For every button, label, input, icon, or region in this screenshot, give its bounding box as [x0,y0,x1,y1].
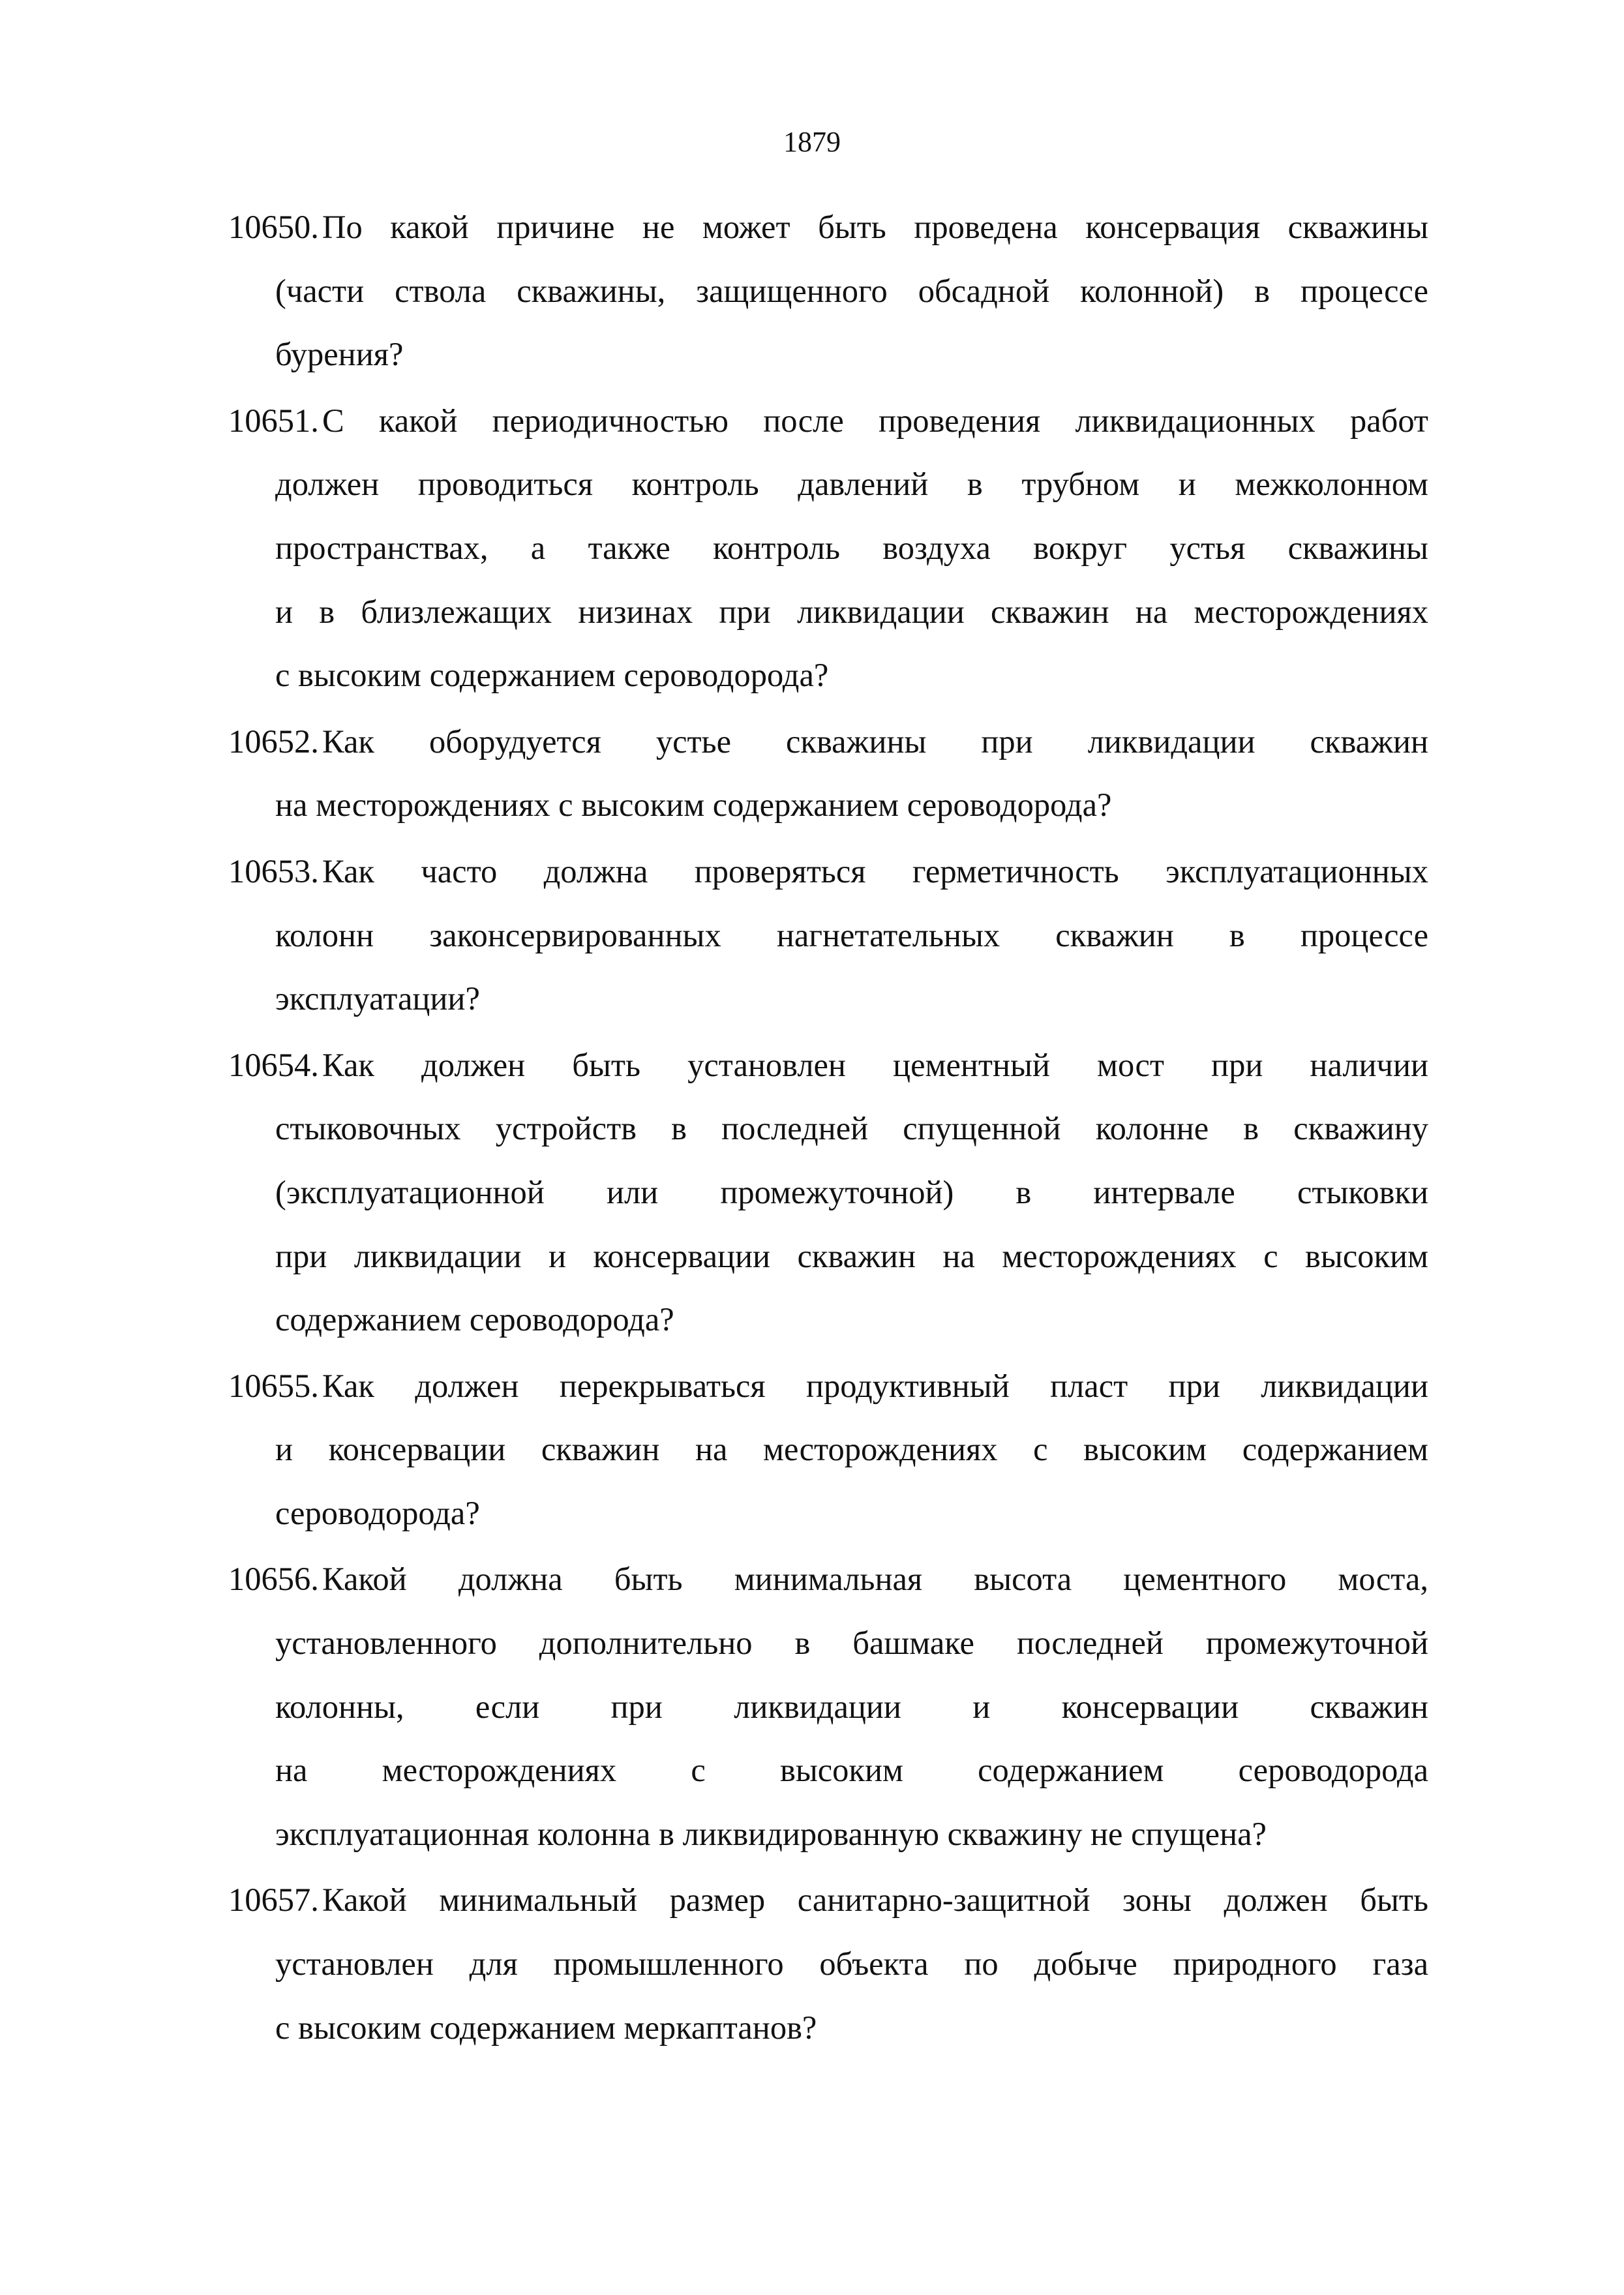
question-number: 10653. [228,852,319,890]
question-text-line: С какой периодичностью после проведения ликвидационных работ [322,402,1428,439]
question-item [228,196,1428,387]
question-number: 10651. [228,402,319,439]
question-text-line: (части ствола скважины, защищенного обсадной колонной) в процессе [275,272,1428,309]
question-text-line: стыковочных устройств в последней спущенной колонне в скважину [275,1110,1428,1147]
question-text-line: бурения? [275,336,404,373]
question-number: 10654. [228,1046,319,1083]
question-text-line: с высоким содержанием меркаптанов? [275,2009,817,2046]
question-text-line: установлен для промышленного объекта по добыче природного газа [275,1945,1428,1983]
question-text-line: на месторождениях с высоким содержанием сероводорода [275,1752,1428,1789]
question-text-line: Как должен быть установлен цементный мост при наличии [322,1046,1428,1083]
question-text-line: эксплуатационная колонна в ликвидированную скважину не спущена? [275,1815,1267,1852]
question-item [228,1355,1428,1546]
question-item [228,1548,1428,1866]
question-text-line: колонны, если при ликвидации и консервации скважин [275,1688,1428,1725]
question-text-line: содержанием сероводорода? [275,1301,674,1338]
question-number: 10656. [228,1561,319,1598]
question-item [228,710,1428,837]
question-text-line: и в близлежащих низинах при ликвидации скважин на месторождениях [275,593,1428,630]
question-item [228,840,1428,1031]
question-text-line: Как часто должна проверяться герметичность эксплуатационных [322,852,1428,890]
question-text-line: Как оборудуется устье скважины при ликвидации скважин [322,723,1428,760]
question-number: 10655. [228,1367,319,1404]
question-text-line: Какой минимальный размер санитарно-защитной зоны должен быть [322,1882,1428,1919]
question-number: 10657. [228,1882,319,1919]
question-text-line: при ликвидации и консервации скважин на месторождениях с высоким [275,1237,1428,1274]
question-text-line: По какой причине не может быть проведена консервация скважины [322,209,1428,245]
question-text-line: Как должен перекрываться продуктивный пласт при ликвидации [322,1367,1428,1404]
question-item [228,389,1428,708]
question-text-line: эксплуатации? [275,980,480,1017]
question-text-line: с высоким содержанием сероводорода? [275,657,829,694]
page-number: 1879 [783,126,841,158]
question-text-line: установленного дополнительно в башмаке последней промежуточной [275,1625,1428,1662]
question-text-line: и консервации скважин на месторождениях с высоким содержанием [275,1431,1428,1468]
question-text-line: пространствах, а также контроль воздуха вокруг устья скважины [275,529,1428,566]
question-text-line: колонн законсервированных нагнетательных скважин в процессе [275,916,1428,953]
question-number: 10652. [228,723,319,760]
question-number: 10650. [228,209,319,245]
question-text-line: сероводорода? [275,1494,480,1531]
questions-list [228,196,1428,2062]
question-text-line: на месторождениях с высоким содержанием сероводорода? [275,787,1112,824]
question-text-line: Какой должна быть минимальная высота цементного моста, [322,1561,1428,1598]
question-text-line: должен проводиться контроль давлений в трубном и межколонном [275,466,1428,503]
question-item [228,1868,1428,2060]
question-item [228,1034,1428,1352]
question-text-line: (эксплуатационной или промежуточной) в интервале стыковки [275,1173,1428,1210]
